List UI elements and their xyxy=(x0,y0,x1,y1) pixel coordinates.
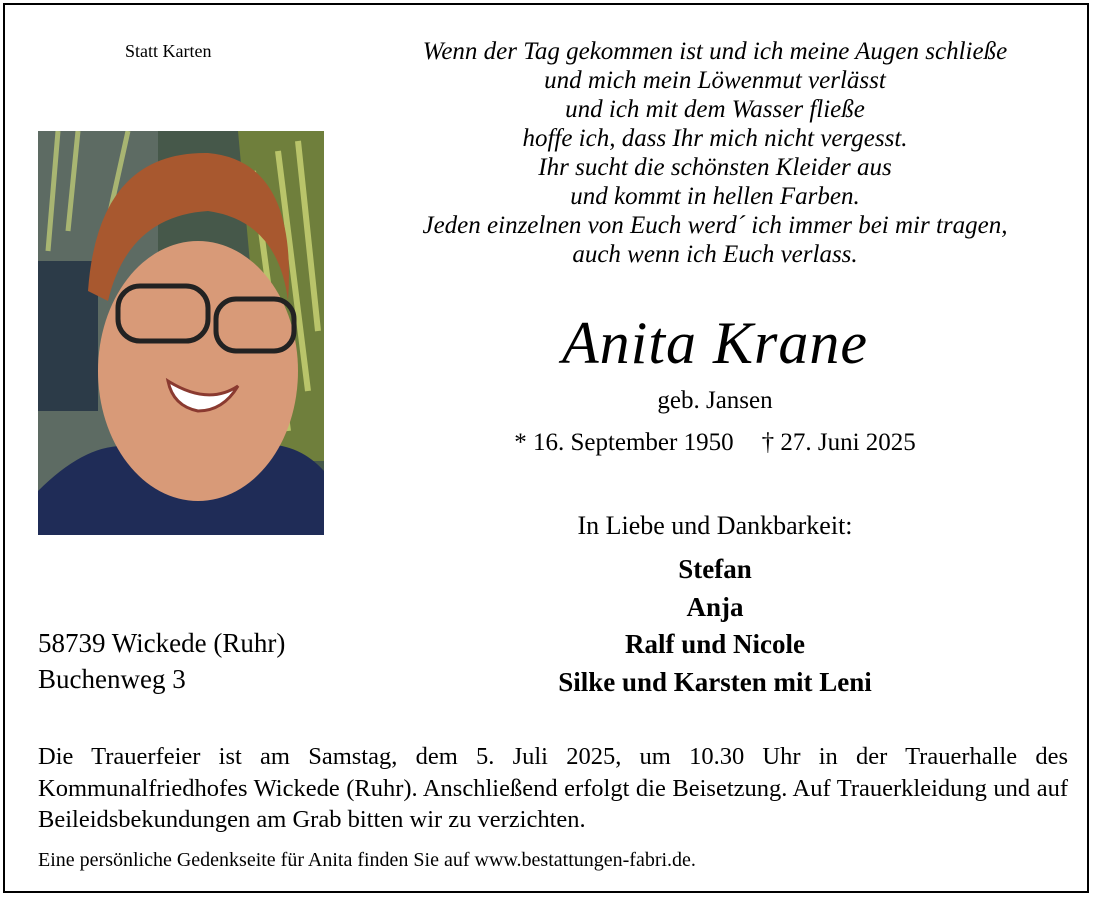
obituary-card xyxy=(3,3,1089,893)
mourners-list xyxy=(355,551,1075,701)
portrait-photo xyxy=(38,131,324,535)
poem-line: auch wenn ich Euch verlass. xyxy=(572,241,858,268)
death-date: † 27. Juni 2025 xyxy=(761,429,916,456)
poem-line: und mich mein Löwenmut verlässt xyxy=(544,67,886,94)
poem-line: Wenn der Tag gekommen ist und ich meine Augen schließe xyxy=(422,38,1008,65)
mourner: Silke und Karsten mit Leni xyxy=(558,666,872,697)
life-dates xyxy=(355,429,1075,457)
poem-line: Jeden einzelnen von Euch werd´ ich immer bei mir tragen, xyxy=(422,212,1008,239)
mourner: Ralf und Nicole xyxy=(624,629,805,659)
address xyxy=(38,625,285,697)
address-city: 58739 Wickede (Ruhr) xyxy=(38,628,286,658)
poem xyxy=(355,37,1075,269)
ceremony-text: Die Trauerfeier ist am Samstag, dem 5. Juli 2025, um 10.30 Uhr in der Trauerhalle des Kommunalfriedhofes Wickede (Ruhr). Anschließend erfolgt die Beisetzung. Auf Trauerkleidung und auf Beileidsbekundungen am Grab bitten wir zu verzichten. xyxy=(38,743,1068,833)
statt-karten-label: Statt Karten xyxy=(125,41,212,61)
poem-line: und kommt in hellen Farben. xyxy=(570,183,860,210)
poem-line: und ich mit dem Wasser fließe xyxy=(565,96,865,123)
address-street: Buchenweg 3 xyxy=(38,664,186,694)
poem-line: Ihr sucht die schönsten Kleider aus xyxy=(538,154,892,181)
poem-line: hoffe ich, dass Ihr mich nicht vergesst. xyxy=(522,125,908,152)
memorial-page-text: Eine persönliche Gedenkseite für Anita finden Sie auf www.bestattungen-fabri.de. xyxy=(38,849,696,871)
maiden-name: geb. Jansen xyxy=(657,387,773,414)
thanks-line: In Liebe und Dankbarkeit: xyxy=(577,511,853,540)
deceased-name: Anita Krane xyxy=(562,310,868,376)
mourner: Stefan xyxy=(678,554,752,584)
mourner: Anja xyxy=(686,591,744,622)
birth-date: * 16. September 1950 xyxy=(514,429,734,456)
